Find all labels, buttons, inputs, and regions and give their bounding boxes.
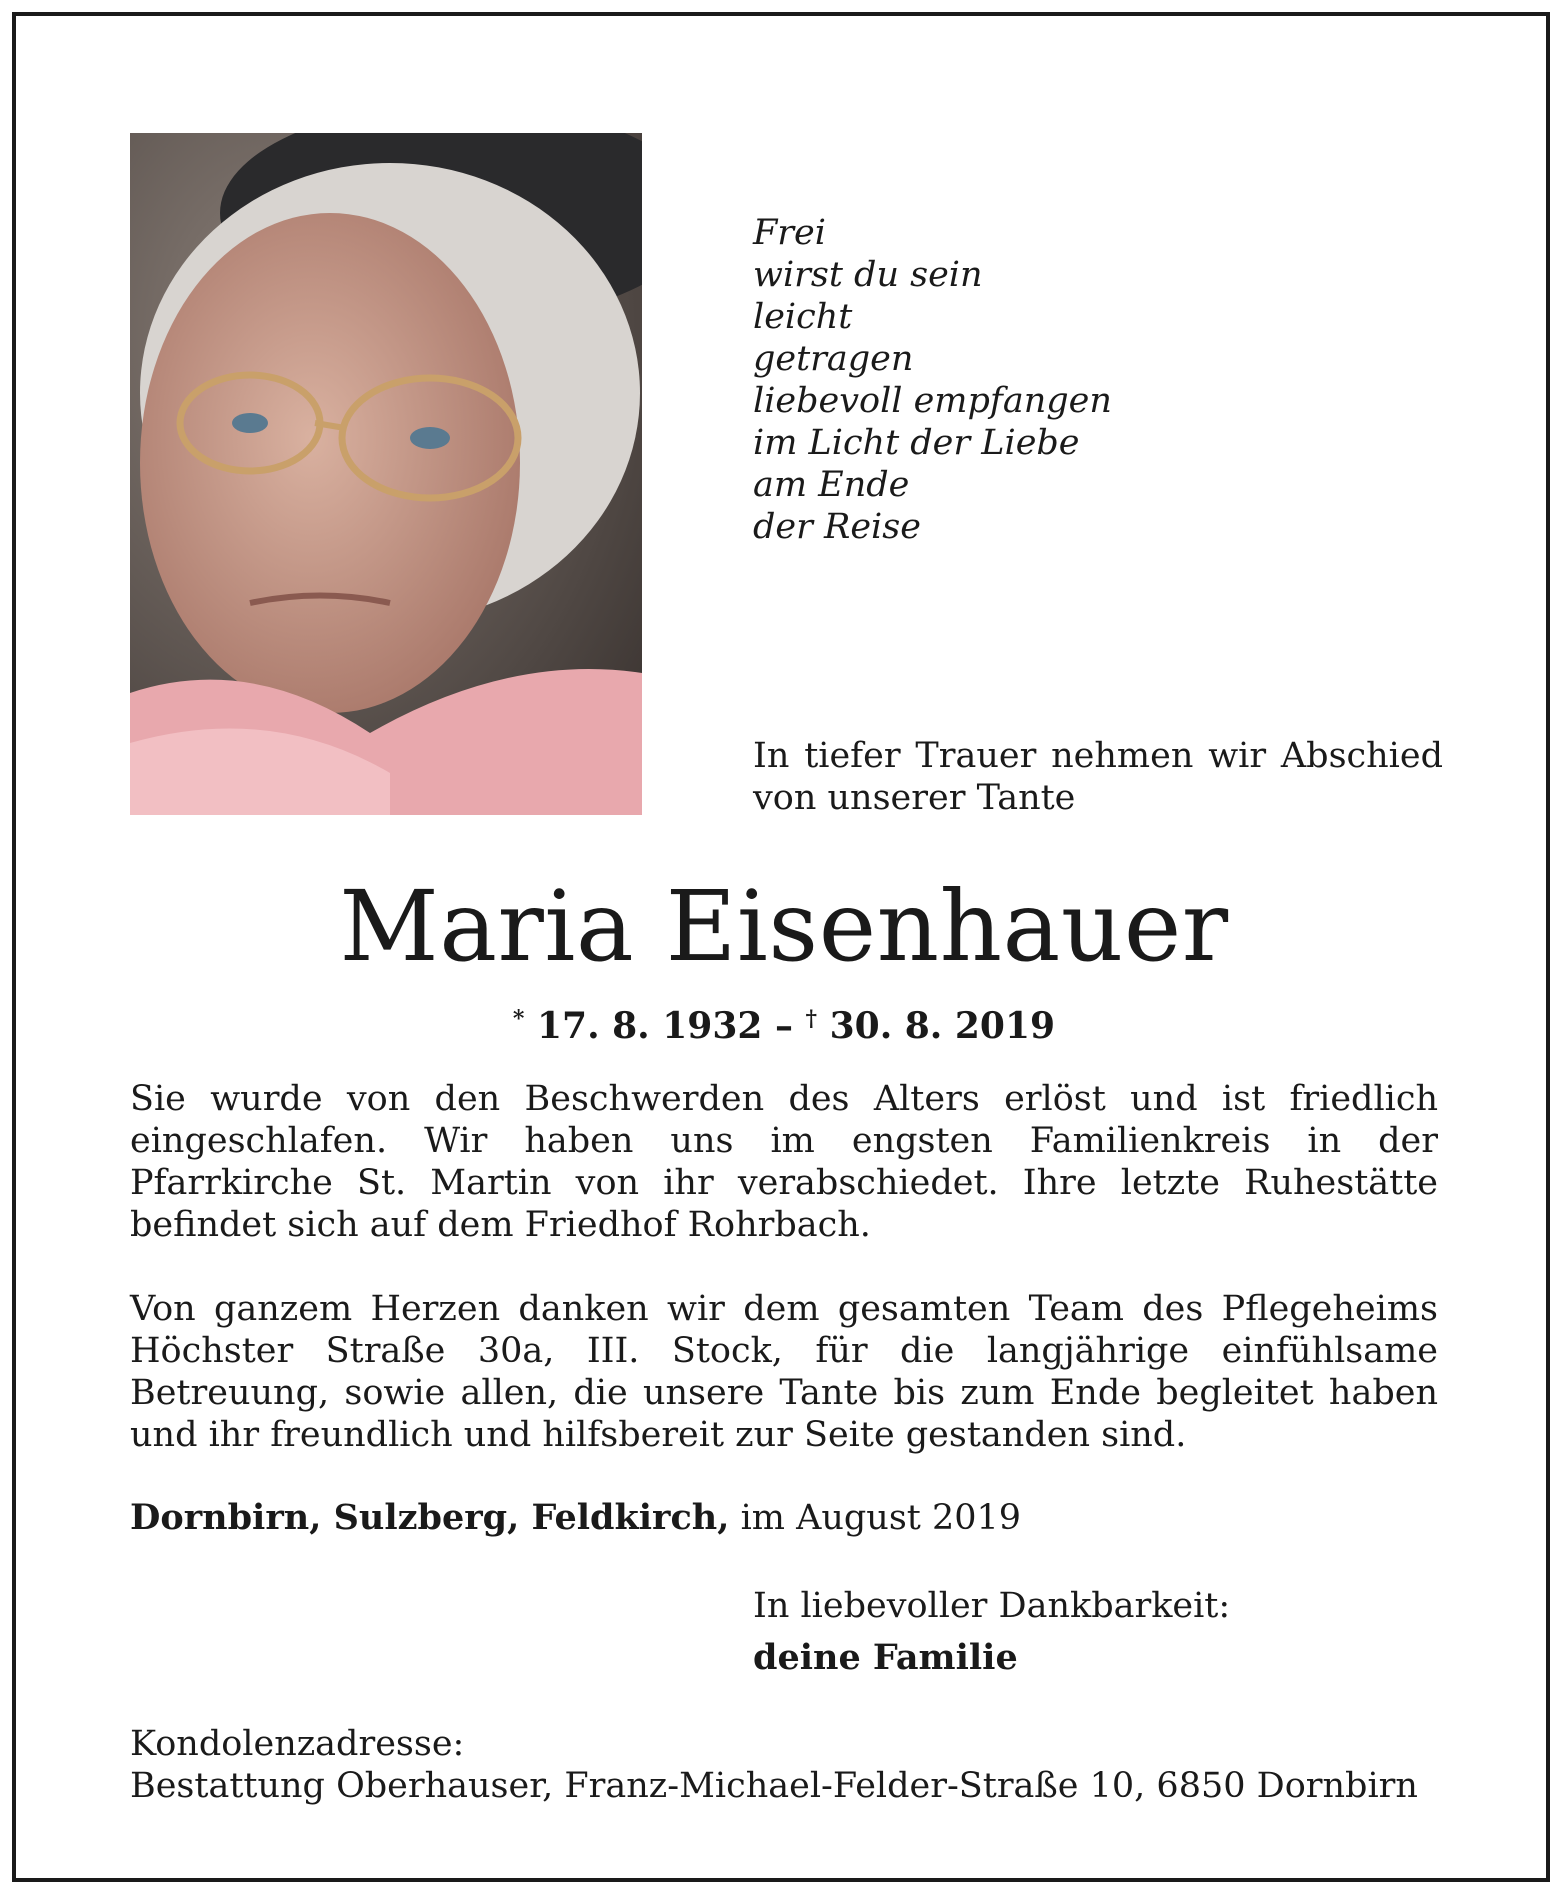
intro-text (753, 735, 1443, 819)
intro-word: nehmen (1051, 736, 1194, 776)
place-date: im August 2019 (729, 1498, 1022, 1538)
place-date-line (130, 1497, 1021, 1539)
poem-line: liebevoll empfangen (753, 381, 1112, 421)
poem-line: Frei (753, 213, 826, 253)
condolence-label: Kondolenzadresse: (130, 1724, 465, 1764)
poem-line: im Licht der Liebe (753, 423, 1080, 463)
birth-symbol: * (512, 1006, 525, 1032)
poem (753, 212, 1112, 548)
death-symbol: † (805, 1006, 818, 1032)
poem-line: leicht (753, 297, 853, 337)
place-towns: Dornbirn, Sulzberg, Feldkirch, (130, 1497, 730, 1538)
poem-line: am Ende (753, 465, 910, 505)
condolence-address-text: Bestattung Oberhauser, Franz-Michael-Felder-Straße 10, 6850 Dornbirn (130, 1766, 1418, 1806)
intro-line-2: von unserer Tante (753, 778, 1076, 818)
intro-word: Abschied (1280, 736, 1443, 776)
closing-thanks: In liebevoller Dankbarkeit: (753, 1586, 1231, 1626)
signature: deine Familie (753, 1637, 1018, 1678)
intro-word: wir (1208, 736, 1267, 776)
intro-word: tiefer (804, 736, 901, 776)
poem-line: getragen (753, 339, 914, 379)
condolence-address (130, 1723, 1418, 1807)
body-paragraph-2: Von ganzem Herzen danken wir dem gesamten Team des Pflegeheims Höchster Straße 30a, III. Stock, für die langjährige einfühlsame Betreuung, sowie allen, die unsere Tante bis zum Ende begleitet haben und ihr freundlich und hilfsbereit zur Seite gestanden sind. (130, 1289, 1438, 1455)
poem-line: wirst du sein (753, 255, 983, 295)
life-dates (0, 995, 1568, 1050)
death-date: 30. 8. 2019 (829, 1005, 1056, 1047)
birth-date: 17. 8. 1932 – (536, 1005, 793, 1047)
intro-word: In (753, 736, 790, 776)
portrait-photo (130, 133, 642, 815)
intro-line-1 (753, 735, 1443, 777)
deceased-name: Maria Eisenhauer (339, 870, 1229, 983)
intro-word: Trauer (915, 736, 1037, 776)
body-paragraph-1: Sie wurde von den Beschwerden des Alters erlöst und ist friedlich eingeschlafen. Wir haben uns im engsten Familienkreis in der Pfarrkirche St. Martin von ihr verabschiedet. Ihre letzte Ruhestätte befindet sich auf dem Friedhof Rohrbach. (130, 1079, 1438, 1245)
poem-line: der Reise (753, 507, 921, 547)
